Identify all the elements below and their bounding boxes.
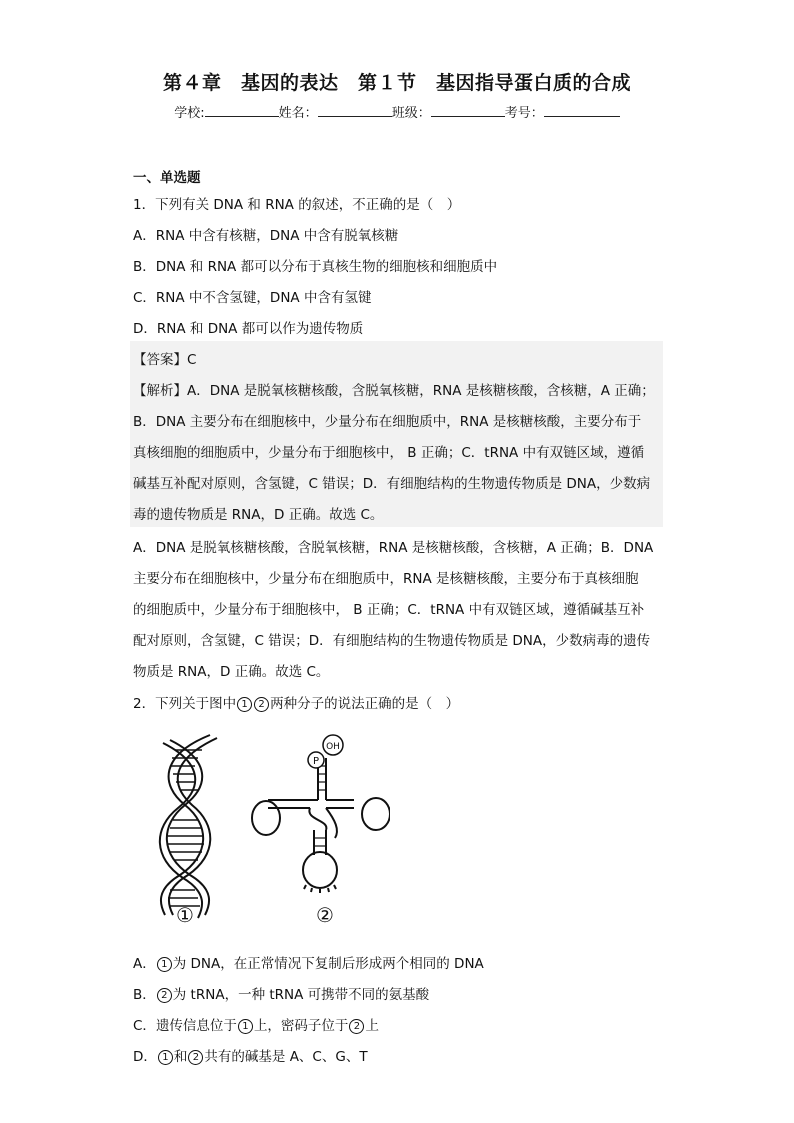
q1-analysis-line: 碱基互补配对原则，含氢键，C 错误；D．有细胞结构的生物遗传物质是 DNA，少数病 (133, 476, 651, 492)
phosphate-label: P (312, 756, 320, 767)
q2-option-a (133, 952, 484, 972)
option-text: 共有的碱基是 A、C、G、T (204, 1049, 368, 1065)
exam-no-label: 考号： (504, 106, 544, 121)
q1-option-b: B．DNA 和 RNA 都可以分布于真核生物的细胞核和细胞质中 (133, 259, 498, 275)
q1-stem: 1．下列有关 DNA 和 RNA 的叙述，不正确的是（ ） (133, 197, 461, 213)
q2-option-c (133, 1014, 379, 1034)
option-text: 遗传信息位于 (155, 1018, 237, 1034)
figure-label-2: ② (316, 903, 334, 927)
q1-option-c: C．RNA 中不含氢键，DNA 中含有氢键 (133, 290, 372, 306)
q2-stem (133, 692, 459, 712)
option-text: 上，密码子位于 (253, 1018, 349, 1034)
circled-number-2: 2 (254, 697, 269, 712)
q1-answer: 【答案】C (133, 352, 197, 368)
school-label: 学校: (174, 106, 205, 121)
answer-box (130, 341, 663, 527)
circled-number: 2 (188, 1050, 203, 1065)
option-letter: C． (133, 1018, 156, 1034)
q1-option-a: A．RNA 中含有核糖，DNA 中含有脱氧核糖 (133, 228, 399, 244)
option-letter: A． (133, 956, 156, 972)
q1-repeat-line: 配对原则，含氢键，C 错误；D．有细胞结构的生物遗传物质是 DNA，少数病毒的遗传 (133, 633, 651, 649)
class-label: 班级： (391, 106, 431, 121)
q1-analysis-line: 【解析】A．DNA 是脱氧核糖核酸，含脱氧核糖，RNA 是核糖核酸，含核糖，A 正确； (133, 383, 655, 399)
page-title: 第４章 基因的表达 第１节 基因指导蛋白质的合成 (162, 72, 631, 94)
circled-number: 2 (349, 1019, 364, 1034)
q1-repeat-line: 主要分布在细胞核中，少量分布在细胞质中，RNA 是核糖核酸，主要分布于真核细胞 (133, 571, 639, 587)
circled-number: 2 (157, 988, 172, 1003)
q2-option-b (133, 983, 429, 1003)
figure-label-1: ① (176, 903, 194, 927)
q1-analysis-line: B．DNA 主要分布在细胞核中，少量分布在细胞质中，RNA 是核糖核酸，主要分布于 (133, 414, 642, 430)
section-title: 一、单选题 (133, 170, 201, 186)
hydroxyl-label: OH (326, 742, 340, 752)
circled-number: 1 (157, 957, 172, 972)
school-blank[interactable] (205, 104, 279, 117)
circled-number: 1 (158, 1050, 173, 1065)
option-text: 上 (365, 1018, 379, 1034)
dna-double-helix-illustration (160, 735, 217, 918)
q1-repeat-line: 物质是 RNA，D 正确。故选 C。 (133, 664, 330, 680)
q2-figure (140, 730, 390, 930)
q1-option-d: D．RNA 和 DNA 都可以作为遗传物质 (133, 321, 364, 337)
q1-repeat-line: 的细胞质中，少量分布于细胞核中， B 正确；C．tRNA 中有双链区域，遵循碱基互补 (133, 602, 645, 618)
option-letter: D． (133, 1049, 157, 1065)
option-text: 为 DNA，在正常情况下复制后形成两个相同的 DNA (172, 956, 484, 972)
exam-no-blank[interactable] (544, 104, 620, 117)
q2-stem-prefix: 2．下列关于图中 (133, 696, 237, 712)
circled-number: 1 (238, 1019, 253, 1034)
circled-number-1: 1 (237, 697, 252, 712)
name-blank[interactable] (318, 104, 392, 117)
student-info-row (0, 102, 794, 121)
class-blank[interactable] (431, 104, 505, 117)
option-text: 为 tRNA，一种 tRNA 可携带不同的氨基酸 (172, 987, 430, 1003)
q2-stem-suffix: 两种分子的说法正确的是（ ） (270, 696, 460, 712)
q1-analysis-line: 毒的遗传物质是 RNA，D 正确。故选 C。 (133, 507, 384, 523)
option-text: 和 (173, 1049, 188, 1065)
trna-cloverleaf-illustration (252, 758, 390, 893)
option-letter: B． (133, 987, 156, 1003)
q1-analysis-line: 真核细胞的细胞质中，少量分布于细胞核中， B 正确；C．tRNA 中有双链区域，遵循 (133, 445, 645, 461)
name-label: 姓名： (278, 106, 318, 121)
q1-repeat-line: A．DNA 是脱氧核糖核酸，含脱氧核糖，RNA 是核糖核酸，含核糖，A 正确；B．DNA (133, 540, 654, 556)
q2-option-d (133, 1045, 368, 1065)
